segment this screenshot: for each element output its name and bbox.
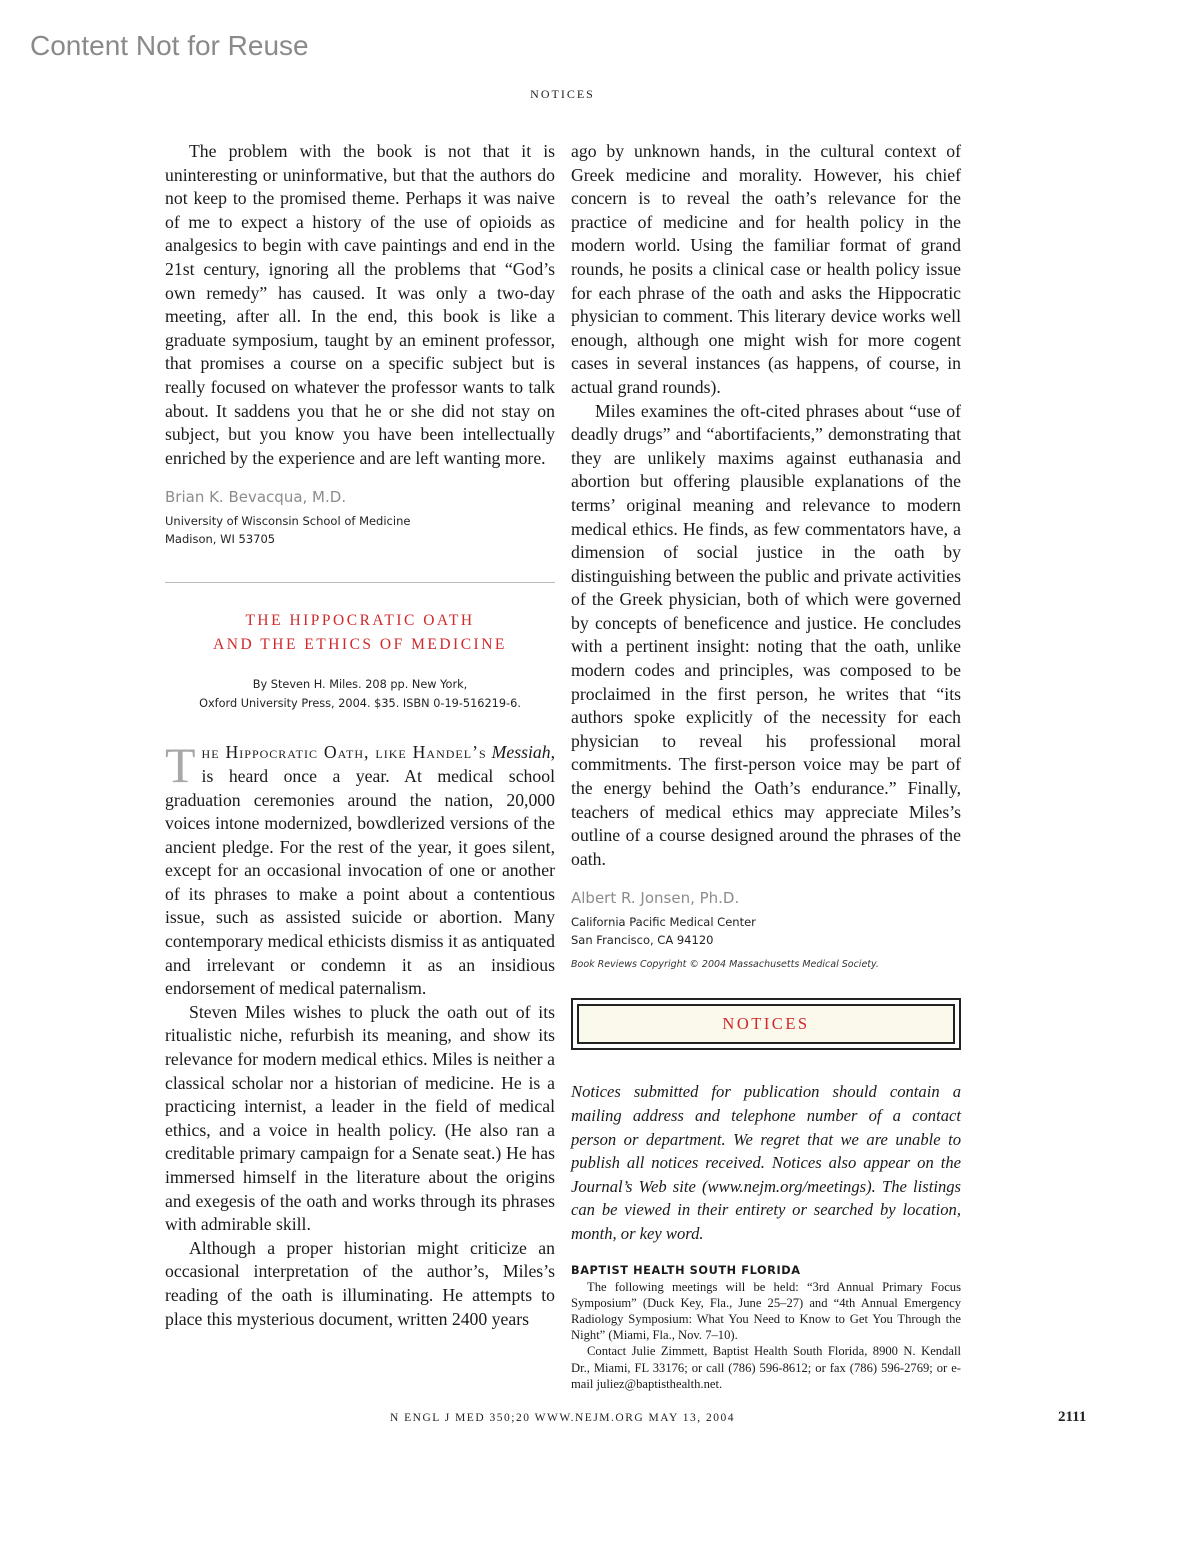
drop-cap: T [165, 737, 196, 794]
running-head: NOTICES [530, 87, 595, 101]
review2-paragraph-4: Miles examines the oft-cited phrases about “use of deadly drugs” and “abortifacients,” demonstrating that they are unlikely maxims against euthanasia and abortion but offering plausible explanations of the terms’ original meaning and relevance to modern medical ethics. He finds, as few commentators have, a dimension of social justice in the oath by distinguishing between the public and private activities of the Greek physician, both of which were governed by concepts of beneficence and justice. He concludes with a pertinent insight: noting that the oath, unlike modern codes and principles, was composed to be proclaimed in the first person, he writes that “its authors spoke explicitly of the necessity for each physician to reveal his professional moral commitments. The first-person voice may be part of the energy behind the Oath’s endurance.” Finally, teachers of medical ethics may appreciate Miles’s outline of a course designed around the phrases of the oath. [571, 400, 962, 869]
watermark: Content Not for Reuse [30, 30, 309, 61]
lead-in-caps: he Hippocratic Oath, like Handel’s [201, 742, 487, 763]
right-column [571, 140, 961, 1392]
review2-paragraph-3-continued: ago by unknown hands, in the cultural context of Greek medicine and morality. However, his chief concern is to reveal the oath’s relevance for the practice of medicine and for health policy in the modern world. Using the familiar format of grand rounds, he posits a clinical case or health policy issue for each phrase of the oath and asks the Hippocratic physician to comment. This literary device works well enough, although one might wish for more cogent cases in several instances (as happens, of course, in actual grand rounds). [571, 141, 961, 397]
lead-in-italic: Messiah [491, 742, 551, 763]
review1-paragraph: The problem with the book is not that it is uninteresting or uninformative, but that the authors do not keep to the promised theme. Perhaps it was naive of me to expect a history of the use of opioids as analgesics to begin with cave paintings and end in the 21st century, ignoring all the problems that “God’s own remedy” has caused. It was only a two-day meeting, after all. In the end, this book is like a graduate symposium, taught by an eminent professor, that promises a course on a specific subject but is really focused on whatever the professor wants to talk about. It saddens you that he or she did not stay on subject, but you know you have been intellectually enriched by the experience and are left wanting more. [165, 141, 555, 468]
copyright-notice: Book Reviews Copyright © 2004 Massachusetts Medical Society. [571, 959, 879, 971]
review1-affiliation-line1: University of Wisconsin School of Medicine [165, 514, 411, 529]
review1-affiliation [165, 512, 555, 548]
page-number: 2111 [1058, 1409, 1087, 1425]
review2-affiliation [571, 913, 961, 949]
review1-affiliation-line2: Madison, WI 53705 [165, 532, 276, 547]
left-column [165, 140, 555, 1331]
notice-paragraph-1: The following meetings will be held: “3rd Annual Primary Focus Symposium” (Duck Key, Fla., June 25–27) and “4th Annual Emergency Radiology Symposium: What You Need to Know to Get You Through the Night” (Miami, Fla., Nov. 7–10). [571, 1279, 961, 1343]
book-info-line2: Oxford University Press, 2004. $35. ISBN 0-19-516219-6. [199, 697, 521, 711]
review2-affiliation-line2: San Francisco, CA 94120 [571, 933, 714, 948]
review2-title [165, 609, 555, 657]
journal-footer: N ENGL J MED 350;20 WWW.NEJM.ORG MAY 13, 2004 [389, 1412, 736, 1424]
review1-reviewer-name: Brian K. Bevacqua, M.D. [165, 488, 347, 507]
notice-org-heading: BAPTIST HEALTH SOUTH FLORIDA [571, 1263, 801, 1277]
review2-title-line2: AND THE ETHICS OF MEDICINE [213, 636, 507, 654]
review2-paragraph-2: Steven Miles wishes to pluck the oath out of its ritualistic niche, refurbish its meaning, and show its relevance for modern medical ethics. Miles is neither a classical scholar nor a historian of medicine. He is a practicing internist, a leader in the field of medical ethics, and a voice in health policy. (He also ran a creditable primary campaign for a Senate seat.) He has immersed himself in the literature about the origins and exegesis of the oath and works through its phrases with admirable skill. [165, 1001, 555, 1235]
paragraph-1-body: , is heard once a year. At medical school graduation ceremonies around the nation, 20,000 voices intone modernized, bowdlerized versions of the ancient pledge. For the rest of the year, it goes silent, except for an occasional invocation of one or another of its phrases to make a point about a contentious issue, such as assisted suicide or abortion. Many contemporary medical ethicists dismiss it as antiquated and irrelevant or condemn it as an insidious endorsement of medical paternalism. [165, 742, 556, 999]
notices-intro: Notices submitted for publication should contain a mailing address and telephone number of a contact person or department. We regret that we are unable to publish all notices received. Notices also appear on the Journal’s Web site (www.nejm.org/meetings). The listings can be viewed in their entirety or searched by location, month, or key word. [571, 1082, 961, 1243]
section-divider [165, 582, 555, 583]
book-info-line1: By Steven H. Miles. 208 pp. New York, [252, 678, 468, 692]
review2-paragraph-1 [165, 737, 556, 1001]
review2-affiliation-line1: California Pacific Medical Center [571, 915, 756, 930]
notices-heading-box [571, 998, 961, 1050]
notice-paragraph-2: Contact Julie Zimmett, Baptist Health South Florida, 8900 N. Kendall Dr., Miami, FL 33176; or call (786) 596-8612; or fax (786) 596-2769; or e-mail juliez@baptisthealth.net. [571, 1344, 961, 1391]
notices-heading: NOTICES [577, 1004, 955, 1044]
review2-book-info [165, 675, 555, 713]
review2-paragraph-3-start: Although a proper historian might criticize an occasional interpretation of the author’s, Miles’s reading of the oath is illuminating. He attempts to place this mysterious document, written 2400 years [165, 1237, 555, 1329]
review2-title-line1: THE HIPPOCRATIC OATH [245, 612, 475, 630]
review2-reviewer-name: Albert R. Jonsen, Ph.D. [571, 889, 740, 908]
